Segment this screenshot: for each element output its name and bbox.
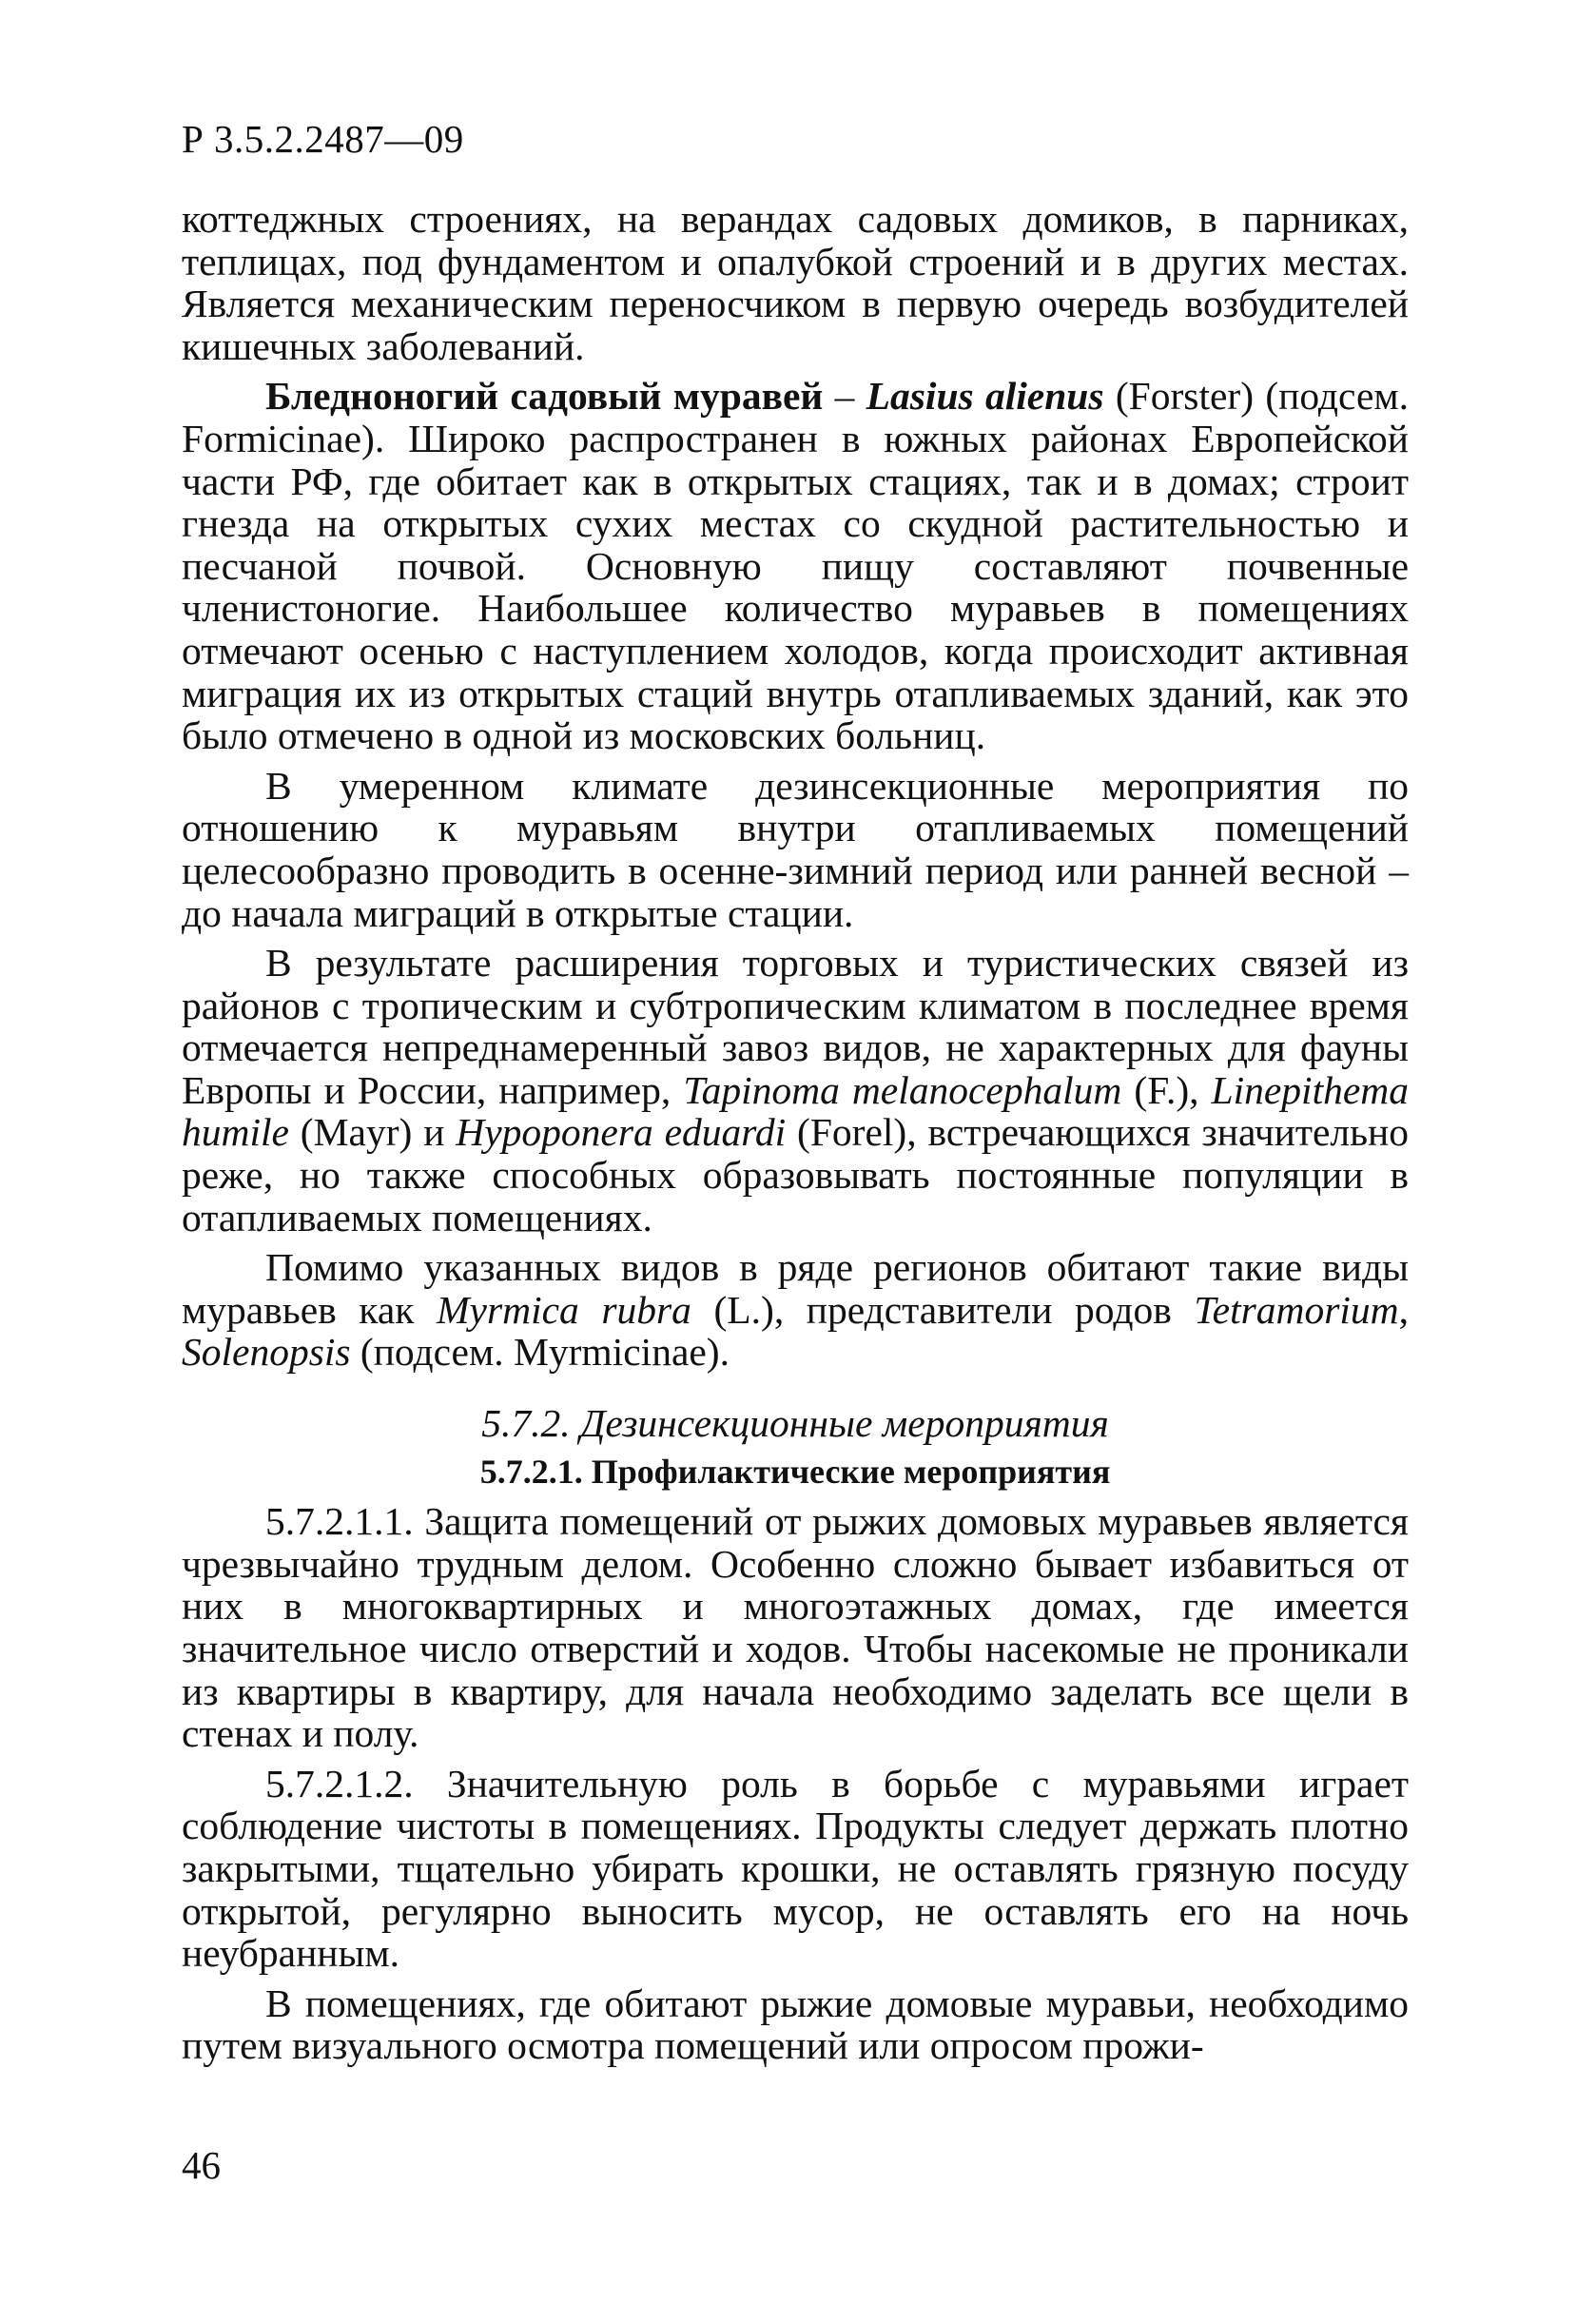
paragraph-text: (F.), xyxy=(1121,1067,1212,1112)
paragraph-climate: В умеренном климате дезинсекционные мероприятия по отношению к муравьям внутри отапливаемых помещений целесообразно проводить в осенне-зимний период или ранней весной – до начала миграций в открытые стации. xyxy=(182,763,1409,935)
species-latin-name: Tapinoma melanocephalum xyxy=(683,1067,1122,1112)
species-latin-name: Hypoponera eduardi xyxy=(456,1110,787,1155)
paragraph-other-species xyxy=(182,1246,1409,1374)
species-latin-name: Myrmica rubra xyxy=(436,1287,691,1332)
page-number: 46 xyxy=(182,2143,221,2187)
species-latin-name: Lasius alienus xyxy=(866,374,1104,419)
paragraph-text: (Forel), встречающихся значительно реже, но также способных образовывать постоянные популяции в отапливаемых помещениях. xyxy=(182,1110,1409,1239)
paragraph-5-7-2-1-1: 5.7.2.1.1. Защита помещений от рыжих домовых муравьев является чрезвычайно трудным делом. Особенно сложно бывает избавиться от них в многоквартирных и многоэтажных домах, где имеется значительное число отверстий и ходов. Чтобы насекомые не проникали из квартиры в квартиру, для начала необходимо заделать все щели в стенах и полу. xyxy=(182,1499,1409,1756)
paragraph-text: В результате расширения торговых и туристических связей из районов с тропическим и субтропическим климатом в последнее время отмечается непреднамеренный завоз видов, не характерных для фауны Европы и России, например, xyxy=(182,941,1409,1112)
paragraph-text: (подсем. Myrmicinae). xyxy=(350,1330,730,1375)
paragraph-lasius-alienus xyxy=(182,375,1409,756)
subsection-heading: 5.7.2.1. Профилактические мероприятия xyxy=(479,1452,1111,1491)
paragraph-inspection: В помещениях, где обитают рыжие домовые муравьи, необходимо путем визуального осмотра помещений или опросом прожи- xyxy=(182,1981,1409,2068)
document-code: Р 3.5.2.2487—09 xyxy=(182,117,464,161)
body-text xyxy=(182,198,1409,2067)
paragraph-text: (Mayr) и xyxy=(288,1110,457,1155)
paragraph-continuation: коттеджных строениях, на верандах садовых домиков, в парниках, теплицах, под фундаментом и опалубкой строений и в других местах. Является механическим переносчиком в первую очередь возбудителей кишечных заболеваний. xyxy=(182,197,1409,368)
species-common-name: Бледноногий садовый муравей xyxy=(265,374,824,419)
species-latin-name: Linepithema humile xyxy=(182,1067,1410,1155)
section-heading: 5.7.2. Дезинсекционные мероприятия xyxy=(481,1401,1109,1446)
genus-latin-name: Tetramorium xyxy=(1194,1287,1399,1332)
dash: – xyxy=(823,374,866,419)
paragraph-text: Помимо указанных видов в ряде регионов обитают такие виды муравьев как xyxy=(182,1245,1409,1332)
paragraph-5-7-2-1-2: 5.7.2.1.2. Значительную роль в борьбе с муравьями играет соблюдение чистоты в помещениях. Продукты следует держать плотно закрытыми, тщательно убирать крошки, не оставлять грязную посуду открытой, регулярно выносить мусор, не оставлять его на ночь неубранным. xyxy=(182,1761,1409,1976)
paragraph-introduced-species xyxy=(182,942,1409,1239)
genus-latin-name: Solenopsis xyxy=(182,1330,351,1375)
paragraph-text: (Forster) (подсем. Formicinae). Широко распространен в южных районах Европейской части РФ, где обитает как в открытых стациях, так и в домах; строит гнезда на открытых сухих местах со скудной растительностью и песчаной почвой. Основную пищу составляют почвенные членистоногие. Наибольшее количество муравьев в помещениях отмечают осенью с наступлением холодов, когда происходит активная миграция их из открытых стаций внутрь отапливаемых зданий, как это было отмечено в одной из московских больниц. xyxy=(182,374,1410,758)
paragraph-text: , xyxy=(1398,1287,1409,1332)
paragraph-text: (L.), представители родов xyxy=(691,1287,1195,1332)
